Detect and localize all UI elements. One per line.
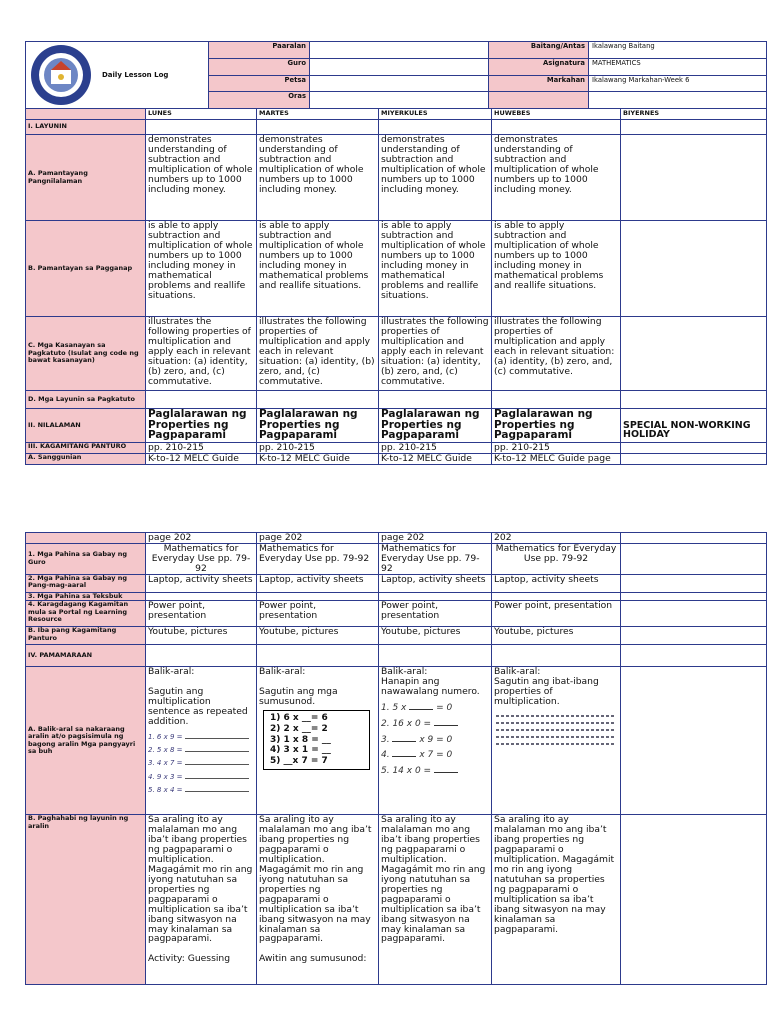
cell-page202-miyerkules: page 202: [379, 533, 492, 544]
value-paaralan[interactable]: [310, 42, 489, 59]
cell-balik-huwebes: Balik-aral: Sagutin ang ibat-ibang properties of multiplication.: [492, 667, 621, 815]
cell-paghahabi-huwebes: Sa araling ito ay malalaman mo ang iba’t ibang properties ng pagpaparami o multiplication. Magagámit mo rin ang iyong natutuhan sa properties ng pagpaparami o multiplication sa iba’t ibang sitwasyon na may kinalaman sa pagpaparami.: [492, 815, 621, 985]
cell-book-miyerkules: Mathematics for Everyday Use pp. 79-92: [379, 543, 492, 574]
row-label-sanggunian: A. Sanggunian: [26, 453, 146, 464]
cell-laptop-miyerkules: Laptop, activity sheets: [379, 574, 492, 592]
cell-pamantayang-miyerkules: demonstrates understanding of subtraction and multiplication of whole numbers up to 1000 including money.: [379, 135, 492, 221]
day-header-biyernes: BIYERNES: [621, 109, 767, 120]
worksheet-missing-number: 1. 5 x = 0 2. 16 x 0 = 3. x 9 = 0 4. x 7 = 0 5. 14 x 0 =: [381, 701, 489, 780]
label-markahan: Markahan: [489, 75, 589, 92]
cell-book-lunes: Mathematics for Everyday Use pp. 79-92: [146, 543, 257, 574]
lesson-table-part1: [25, 108, 767, 465]
value-baitang[interactable]: Ikalawang Baitang: [589, 42, 767, 59]
cell-pagganap-miyerkules: is able to apply subtraction and multiplication of whole numbers up to 1000 including money in mathematical problems and reallife situations.: [379, 221, 492, 317]
cell-balik-lunes: Balik-aral: Sagutin ang multiplication sentence as repeated addition. 1. 6 x 9 = 2. 5 x 8 = 3. 4 x 7 = 4. 9 x 3 = 5. 8 x 4 =: [146, 667, 257, 815]
day-header-lunes: LUNES: [146, 109, 257, 120]
row-label-lr: 4. Karagdagang Kagamitan mula sa Portal ng Learning Resource: [26, 601, 146, 627]
label-oras: Oras: [209, 92, 310, 109]
row-label-layunin: I. LAYUNIN: [26, 120, 146, 135]
cell-kasanayan-martes: illustrates the following properties of multiplication and apply each in relevant situation: (a) identity, (b) zero, and, (c) commutative.: [257, 317, 379, 391]
day-header-huwebes: HUWEBES: [492, 109, 621, 120]
cell-ppt-lunes: Power point, presentation: [146, 601, 257, 627]
day-header-miyerkules: MIYERKULES: [379, 109, 492, 120]
cell-paghahabi-martes: Sa araling ito ay malalaman mo ang iba’t ibang properties ng pagpaparami o multiplication. Magagámit mo rin ang iyong natutuhan sa properties ng pagpaparami o multiplication sa iba’t ibang sitwasyon na may kinalaman sa pagpaparami. Awitin ang sumusunod:: [257, 815, 379, 985]
cell-paghahabi-miyerkules: Sa araling ito ay malalaman mo ang iba’t ibang properties ng pagpaparami o multiplication. Magagámit mo rin ang iyong natutuhan sa properties ng pagpaparami o multiplication sa iba’t ibang sitwasyon na may kinalaman sa pagpaparami.: [379, 815, 492, 985]
row-label-pagganap: B. Pamantayan sa Pagganap: [26, 221, 146, 317]
row-label-iba-pang: B. Iba pang Kagamitang Panturo: [26, 627, 146, 645]
cell-ppt-miyerkules: Power point, presentation: [379, 601, 492, 627]
row-label-d-layunin: D. Mga Layunin sa Pagkatuto: [26, 391, 146, 409]
value-markahan[interactable]: Ikalawang Markahan-Week 6: [589, 75, 767, 92]
label-paaralan: Paaralan: [209, 42, 310, 59]
row-label-balik-aral: A. Balik-aral sa nakaraang aralin at/o pagsisimula ng bagong aralin Mga pangyayri sa buh: [26, 667, 146, 815]
label-guro: Guro: [209, 58, 310, 75]
cell-pamantayang-huwebes: demonstrates understanding of subtraction and multiplication of whole numbers up to 1000 including money.: [492, 135, 621, 221]
value-petsa[interactable]: [310, 75, 489, 92]
lesson-table-part2: [25, 532, 767, 985]
cell-youtube-lunes: Youtube, pictures: [146, 627, 257, 645]
cell-pagganap-martes: is able to apply subtraction and multiplication of whole numbers up to 1000 including money in mathematical problems and reallife situations.: [257, 221, 379, 317]
header-table: [25, 41, 767, 109]
row-label-teksbuk: 3. Mga Pahina sa Teksbuk: [26, 592, 146, 600]
value-asignatura[interactable]: MATHEMATICS: [589, 58, 767, 75]
worksheet-identity-box: 1) 6 x __= 6 2) 2 x __= 2 3) 1 x 8 = __ 4) 3 x 1 = __ 5) __x 7 = 7: [263, 710, 370, 770]
cell-pages-huwebes: pp. 210-215: [492, 443, 621, 454]
cell-pagganap-lunes: is able to apply subtraction and multiplication of whole numbers up to 1000 including money in mathematical problems and reallife situations.: [146, 221, 257, 317]
cell-pamantayang-martes: demonstrates understanding of subtraction and multiplication of whole numbers up to 1000 including money.: [257, 135, 379, 221]
cell-kasanayan-huwebes: illustrates the following properties of multiplication and apply each in relevant situation: (a) identity, (b) zero, and, (c) commutative.: [492, 317, 621, 391]
cell-pages-miyerkules: pp. 210-215: [379, 443, 492, 454]
row-label-paghahabi: B. Paghahabi ng layunin ng aralin: [26, 815, 146, 985]
cell-ppt-huwebes: Power point, presentation: [492, 601, 621, 627]
row-label-pamamaraan: IV. PAMAMARAAN: [26, 645, 146, 667]
cell-paghahabi-lunes: Sa araling ito ay malalaman mo ang iba’t ibang properties ng pagpaparami o multiplication. Magagámit mo rin ang iyong natutuhan sa properties ng pagpaparami o multiplication sa iba’t ibang sitwasyon na may kinalaman sa pagpaparami. Activity: Guessing: [146, 815, 257, 985]
cell-melc-miyerkules: K-to-12 MELC Guide: [379, 453, 492, 464]
cell-pages-martes: pp. 210-215: [257, 443, 379, 454]
cell-youtube-huwebes: Youtube, pictures: [492, 627, 621, 645]
cell-pages-lunes: pp. 210-215: [146, 443, 257, 454]
cell-holiday: SPECIAL NON-WORKING HOLIDAY: [621, 409, 767, 443]
cell-laptop-lunes: Laptop, activity sheets: [146, 574, 257, 592]
cell-laptop-huwebes: Laptop, activity sheets: [492, 574, 621, 592]
cell-page202-martes: page 202: [257, 533, 379, 544]
cell-melc-martes: K-to-12 MELC Guide: [257, 453, 379, 464]
label-petsa: Petsa: [209, 75, 310, 92]
cell-balik-martes: Balik-aral: Sagutin ang mga sumusunod. 1) 6 x __= 6 2) 2 x __= 2 3) 1 x 8 = __ 4) 3 x 1 = __ 5) __x 7 = 7: [257, 667, 379, 815]
cell-pamantayang-lunes: demonstrates understanding of subtraction and multiplication of whole numbers up to 1000 including money.: [146, 135, 257, 221]
row-label-kagamitan: III. KAGAMITANG PANTURO: [26, 443, 146, 454]
value-oras[interactable]: [310, 92, 489, 109]
cell-page202-huwebes: 202: [492, 533, 621, 544]
worksheet-properties-image: [494, 715, 618, 745]
cell-nilalaman-huwebes: Paglalarawan ng Properties ng Pagpaparami: [492, 409, 621, 443]
cell-melc-lunes: K-to-12 MELC Guide: [146, 453, 257, 464]
cell-youtube-miyerkules: Youtube, pictures: [379, 627, 492, 645]
row-label-pamantayang: A. Pamantayang Pangnilalaman: [26, 135, 146, 221]
cell-nilalaman-miyerkules: Paglalarawan ng Properties ng Pagpaparami: [379, 409, 492, 443]
value-guro[interactable]: [310, 58, 489, 75]
cell-youtube-martes: Youtube, pictures: [257, 627, 379, 645]
row-label-kasanayan: C. Mga Kasanayan sa Pagkatuto (Isulat ang code ng bawat kasanayan): [26, 317, 146, 391]
cell-laptop-martes: Laptop, activity sheets: [257, 574, 379, 592]
cell-nilalaman-martes: Paglalarawan ng Properties ng Pagpaparami: [257, 409, 379, 443]
cell-balik-miyerkules: Balik-aral: Hanapin ang nawawalang numero. 1. 5 x = 0 2. 16 x 0 = 3. x 9 = 0 4. x 7 = 0 5. 14 x 0 =: [379, 667, 492, 815]
label-asignatura: Asignatura: [489, 58, 589, 75]
day-header-martes: MARTES: [257, 109, 379, 120]
header-logo-cell: [26, 42, 209, 109]
cell-book-huwebes: Mathematics for Everyday Use pp. 79-92: [492, 543, 621, 574]
cell-pagganap-huwebes: is able to apply subtraction and multiplication of whole numbers up to 1000 including money in mathematical problems and reallife situations.: [492, 221, 621, 317]
cell-page202-lunes: page 202: [146, 533, 257, 544]
row-label-nilalaman: II. NILALAMAN: [26, 409, 146, 443]
cell-melc-huwebes: K-to-12 MELC Guide page: [492, 453, 621, 464]
cell-nilalaman-lunes: Paglalarawan ng Properties ng Pagpaparami: [146, 409, 257, 443]
worksheet-repeated-addition: 1. 6 x 9 = 2. 5 x 8 = 3. 4 x 7 = 4. 9 x 3 = 5. 8 x 4 =: [148, 731, 254, 797]
cell-kasanayan-miyerkules: illustrates the following properties of multiplication and apply each in relevant situation: (a) identity, (b) zero, and, (c) commutative.: [379, 317, 492, 391]
cell-ppt-martes: Power point, presentation: [257, 601, 379, 627]
doc-title: Daily Lesson Log: [102, 71, 169, 79]
row-label-gabay-guro: 1. Mga Pahina sa Gabay ng Guro: [26, 543, 146, 574]
deped-seal-icon: [30, 44, 92, 106]
label-baitang: Baitang/Antas: [489, 42, 589, 59]
cell-book-martes: Mathematics for Everyday Use pp. 79-92: [257, 543, 379, 574]
row-label-gabay-mag: 2. Mga Pahina sa Gabay ng Pang-mag-aaral: [26, 574, 146, 592]
cell-kasanayan-lunes: illustrates the following properties of multiplication and apply each in relevant situation: (a) identity, (b) zero, and, (c) commutative.: [146, 317, 257, 391]
